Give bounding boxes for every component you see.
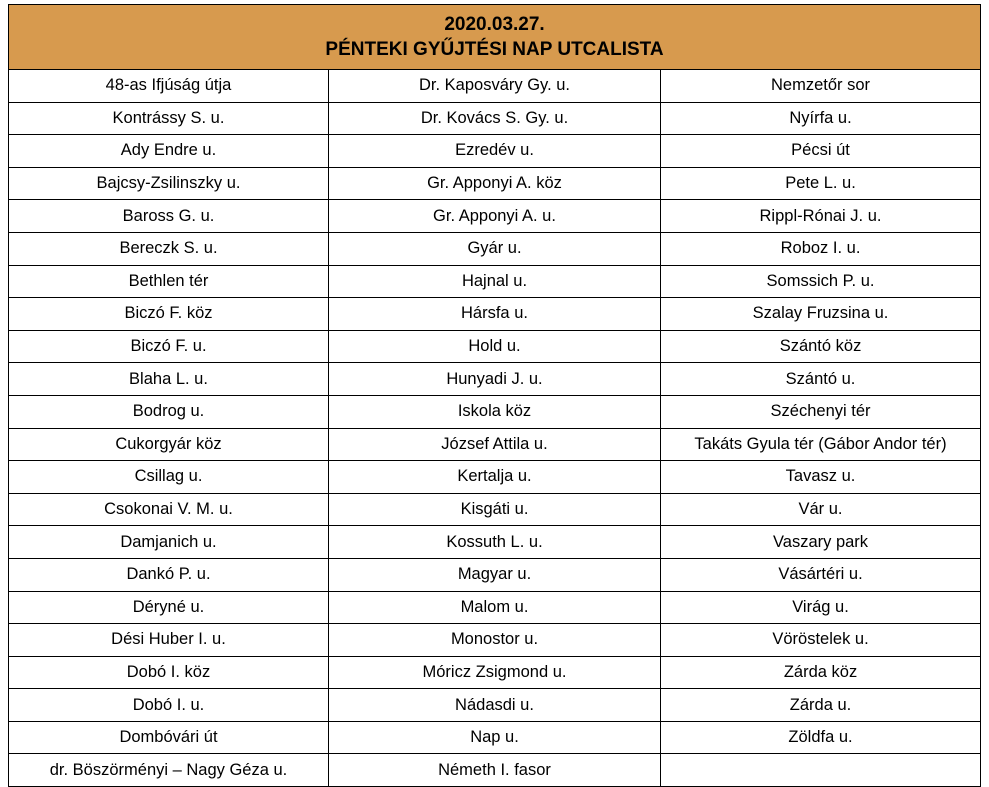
street-name-cell: Baross G. u.: [9, 200, 329, 233]
street-name-cell: Ezredév u.: [329, 135, 661, 168]
table-row: [9, 298, 981, 331]
street-name-cell: Bethlen tér: [9, 265, 329, 298]
street-name-cell: Damjanich u.: [9, 526, 329, 559]
street-name-cell: Gr. Apponyi A. köz: [329, 167, 661, 200]
street-name-cell: Hársfa u.: [329, 298, 661, 331]
street-name-cell: Nap u.: [329, 721, 661, 754]
street-name-cell: Szántó köz: [661, 330, 981, 363]
street-name-cell: Bajcsy-Zsilinszky u.: [9, 167, 329, 200]
street-name-cell: József Attila u.: [329, 428, 661, 461]
street-name-cell: Gr. Apponyi A. u.: [329, 200, 661, 233]
table-row: [9, 330, 981, 363]
table-row: [9, 135, 981, 168]
collection-date: 2020.03.27.: [444, 14, 545, 35]
street-name-cell: Rippl-Rónai J. u.: [661, 200, 981, 233]
street-name-cell: Móricz Zsigmond u.: [329, 656, 661, 689]
street-name-cell: Széchenyi tér: [661, 395, 981, 428]
street-name-cell: Dr. Kovács S. Gy. u.: [329, 102, 661, 135]
street-name-cell: dr. Böszörményi – Nagy Géza u.: [9, 754, 329, 787]
street-name-cell: 48-as Ifjúság útja: [9, 70, 329, 103]
table-row: [9, 591, 981, 624]
table-row: [9, 102, 981, 135]
street-name-cell: Hold u.: [329, 330, 661, 363]
street-name-cell: Kontrássy S. u.: [9, 102, 329, 135]
table-row: [9, 167, 981, 200]
street-name-cell: Hajnal u.: [329, 265, 661, 298]
street-name-cell: Blaha L. u.: [9, 363, 329, 396]
table-row: [9, 265, 981, 298]
street-name-cell: Csokonai V. M. u.: [9, 493, 329, 526]
street-name-cell: Biczó F. u.: [9, 330, 329, 363]
street-name-cell: Vaszary park: [661, 526, 981, 559]
street-name-cell: Malom u.: [329, 591, 661, 624]
table-row: [9, 200, 981, 233]
street-name-cell: Magyar u.: [329, 558, 661, 591]
list-title: PÉNTEKI GYŰJTÉSI NAP UTCALISTA: [325, 39, 664, 60]
street-name-cell: Monostor u.: [329, 624, 661, 657]
street-name-cell: Hunyadi J. u.: [329, 363, 661, 396]
street-name-cell: Ady Endre u.: [9, 135, 329, 168]
table-row: [9, 232, 981, 265]
street-name-cell: Takáts Gyula tér (Gábor Andor tér): [661, 428, 981, 461]
street-name-cell: Kertalja u.: [329, 461, 661, 494]
street-name-cell: Dombóvári út: [9, 721, 329, 754]
street-name-cell: Somssich P. u.: [661, 265, 981, 298]
header-row: [9, 5, 981, 70]
street-name-cell: Vásártéri u.: [661, 558, 981, 591]
street-name-cell: Vöröstelek u.: [661, 624, 981, 657]
street-name-cell: Dankó P. u.: [9, 558, 329, 591]
street-name-cell: Kisgáti u.: [329, 493, 661, 526]
table-header: [9, 5, 981, 70]
street-name-cell: Nemzetőr sor: [661, 70, 981, 103]
table-row: [9, 428, 981, 461]
street-name-cell: Virág u.: [661, 591, 981, 624]
street-name-cell: Csillag u.: [9, 461, 329, 494]
street-name-cell: Roboz I. u.: [661, 232, 981, 265]
street-name-cell: Iskola köz: [329, 395, 661, 428]
street-name-cell: Gyár u.: [329, 232, 661, 265]
street-name-cell: Pete L. u.: [661, 167, 981, 200]
street-name-cell: Vár u.: [661, 493, 981, 526]
table-row: [9, 721, 981, 754]
table-row: [9, 624, 981, 657]
table-row: [9, 689, 981, 722]
street-name-cell: Nyírfa u.: [661, 102, 981, 135]
street-name-cell: Zárda u.: [661, 689, 981, 722]
table-row: [9, 70, 981, 103]
street-name-cell: Pécsi út: [661, 135, 981, 168]
table-row: [9, 461, 981, 494]
street-list-body: [9, 70, 981, 787]
street-name-cell: Tavasz u.: [661, 461, 981, 494]
street-name-cell: [661, 754, 981, 787]
street-name-cell: Bereczk S. u.: [9, 232, 329, 265]
street-name-cell: Dobó I. u.: [9, 689, 329, 722]
street-name-cell: Déryné u.: [9, 591, 329, 624]
street-name-cell: Dési Huber I. u.: [9, 624, 329, 657]
street-name-cell: Biczó F. köz: [9, 298, 329, 331]
street-name-cell: Zárda köz: [661, 656, 981, 689]
street-name-cell: Nádasdi u.: [329, 689, 661, 722]
table-row: [9, 526, 981, 559]
table-row: [9, 363, 981, 396]
street-name-cell: Dr. Kaposváry Gy. u.: [329, 70, 661, 103]
street-name-cell: Németh I. fasor: [329, 754, 661, 787]
street-list-table: [8, 4, 981, 787]
street-name-cell: Cukorgyár köz: [9, 428, 329, 461]
table-row: [9, 656, 981, 689]
street-name-cell: Kossuth L. u.: [329, 526, 661, 559]
street-name-cell: Dobó I. köz: [9, 656, 329, 689]
table-row: [9, 754, 981, 787]
street-name-cell: Bodrog u.: [9, 395, 329, 428]
street-name-cell: Zöldfa u.: [661, 721, 981, 754]
street-name-cell: Szalay Fruzsina u.: [661, 298, 981, 331]
table-row: [9, 558, 981, 591]
street-name-cell: Szántó u.: [661, 363, 981, 396]
table-row: [9, 395, 981, 428]
street-list-sheet: [8, 4, 980, 787]
table-row: [9, 493, 981, 526]
